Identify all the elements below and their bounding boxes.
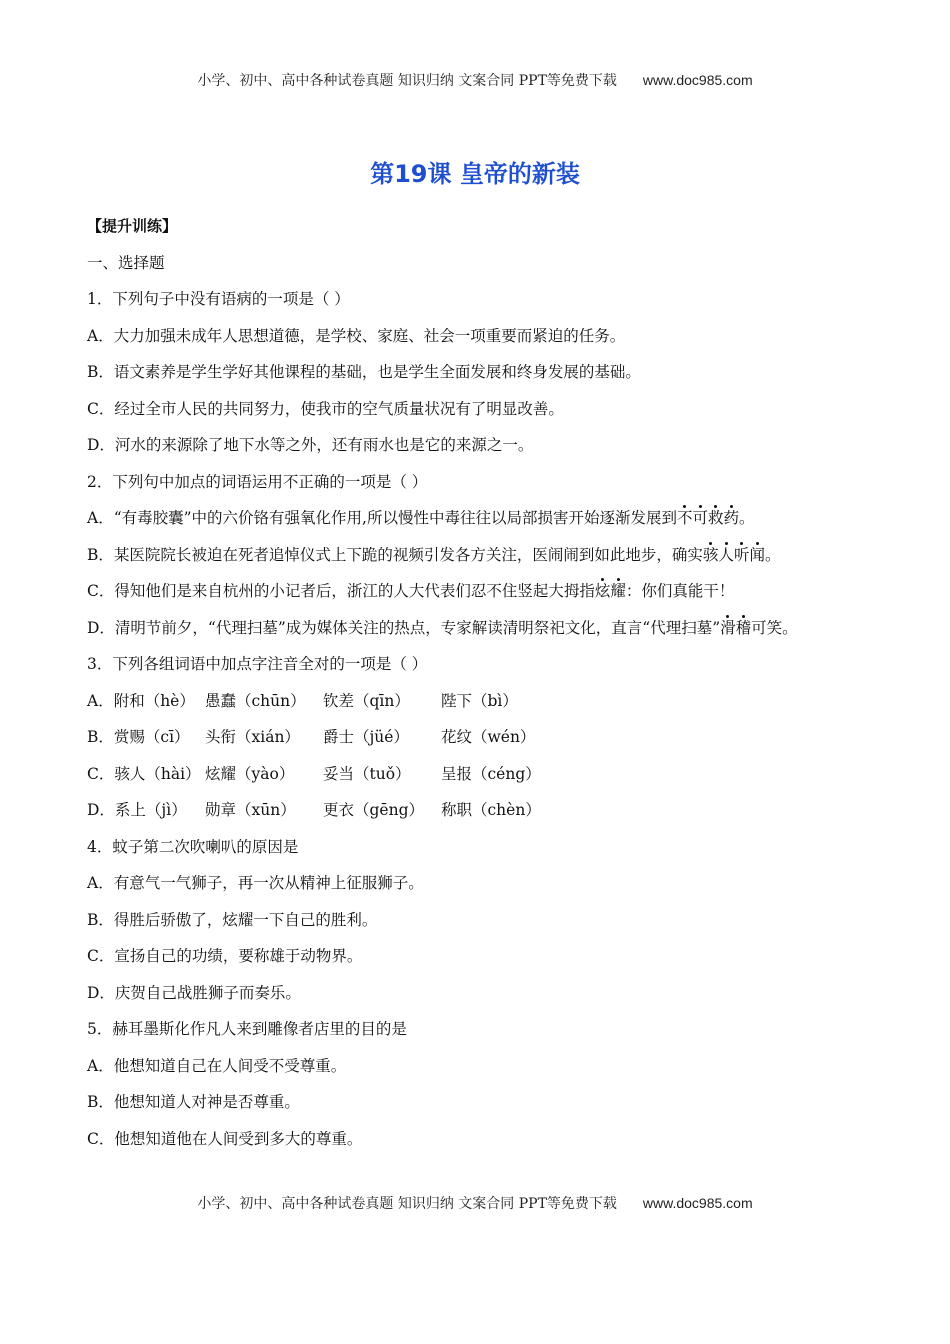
q3-option-b xyxy=(87,719,862,756)
q3-a-item: A．附和（hè） xyxy=(87,691,195,710)
q4-option-c: C．宣扬自己的功绩，要称雄于动物界。 xyxy=(87,947,363,965)
q1-option-d: D．河水的来源除了地下水等之外，还有雨水也是它的来源之一。 xyxy=(87,436,534,454)
header-text: 小学、初中、高中各种试卷真题 知识归纳 文案合同 PPT等免费下载 xyxy=(197,73,617,89)
q2-option-c xyxy=(87,573,862,610)
dotted-char: 人 xyxy=(718,537,734,574)
dotted-char: 骇 xyxy=(703,537,719,574)
q3-d-item: 勋章（xūn） xyxy=(205,801,296,819)
q2-c-tail: ：你们真能干！ xyxy=(625,582,735,600)
dotted-char: 救 xyxy=(708,500,724,537)
q4-option-b: B．得胜后骄傲了，炫耀一下自己的胜利。 xyxy=(87,910,378,929)
dotted-char: 稽 xyxy=(736,610,752,647)
dotted-char: 滑 xyxy=(720,610,736,647)
dotted-char: 听 xyxy=(734,537,750,574)
lesson-title: 第19课 皇帝的新装 xyxy=(370,160,580,188)
page-footer xyxy=(0,1193,950,1213)
part-heading: 一、选择题 xyxy=(87,253,165,272)
q3-d-item: D．系上（jì） xyxy=(87,801,187,819)
q2-a-dotted-word xyxy=(677,509,739,527)
q5-option-a: A．他想知道自己在人间受不受尊重。 xyxy=(87,1056,347,1075)
q2-d-dotted-word xyxy=(720,619,751,637)
q2-d-text: D．清明节前夕，“代理扫墓”成为媒体关注的热点，专家解读清明祭祀文化，直言“代理扫墓” xyxy=(87,618,721,637)
q3-b-item: B．赏赐（cī） xyxy=(87,728,190,746)
dotted-char: 不 xyxy=(677,500,693,537)
q5-stem: 5．赫耳墨斯化作凡人来到雕像者店里的目的是 xyxy=(87,1020,407,1038)
q2-b-dotted-word xyxy=(703,546,765,564)
q3-b-item: 爵士（jüé） xyxy=(323,728,409,746)
q3-c-item: C．骇人（hài） xyxy=(87,764,201,783)
q2-stem: 2．下列句中加点的词语运用不正确的一项是（ ） xyxy=(87,472,428,491)
q3-b-item: 花纹（wén） xyxy=(441,728,536,746)
q4-option-a: A．有意气一气狮子，再一次从精神上征服狮子。 xyxy=(87,874,424,892)
dotted-char: 炫 xyxy=(595,573,611,610)
dotted-char: 闻 xyxy=(749,537,765,574)
q2-a-text: A．“有毒胶囊”中的六价铬有强氧化作用,所以慢性中毒往往以局部损害开始逐渐发展到 xyxy=(87,509,677,527)
q3-b-item: 头衔（xián） xyxy=(205,728,300,746)
dotted-char: 可 xyxy=(693,500,709,537)
q3-c-item: 呈报（céng） xyxy=(441,764,541,783)
footer-text: 小学、初中、高中各种试卷真题 知识归纳 文案合同 PPT等免费下载 xyxy=(197,1196,617,1212)
q2-option-a xyxy=(87,500,862,537)
q3-a-item: 愚蠢（chūn） xyxy=(205,691,306,710)
q4-option-d: D．庆贺自己战胜狮子而奏乐。 xyxy=(87,983,301,1002)
q1-option-a: A．大力加强未成年人思想道德，是学校、家庭、社会一项重要而紧迫的任务。 xyxy=(87,326,626,345)
q2-option-d xyxy=(87,610,862,647)
page-header xyxy=(0,70,950,90)
dotted-char: 药 xyxy=(724,500,740,537)
q4-stem: 4．蚊子第二次吹喇叭的原因是 xyxy=(87,837,299,856)
q2-d-tail: 可笑。 xyxy=(751,618,798,637)
q5-option-b: B．他想知道人对神是否尊重。 xyxy=(87,1093,300,1111)
section-heading: 【提升训练】 xyxy=(87,217,178,235)
q2-a-tail: 。 xyxy=(739,509,755,527)
q3-c-item: 妥当（tuǒ） xyxy=(323,764,411,783)
q3-option-d xyxy=(87,792,862,829)
q1-option-b: B．语文素养是学生学好其他课程的基础，也是学生全面发展和终身发展的基础。 xyxy=(87,363,641,381)
q3-d-item: 称职（chèn） xyxy=(441,801,541,819)
q2-option-b xyxy=(87,537,862,574)
q2-b-tail: 。 xyxy=(764,545,781,564)
q3-d-item: 更衣（gēng） xyxy=(323,801,425,819)
document-body xyxy=(87,208,862,1157)
q2-c-text: C．得知他们是来自杭州的小记者后，浙江的人大代表们忍不住竖起大拇指 xyxy=(87,582,595,600)
header-site[interactable]: www.doc985.com xyxy=(642,72,753,88)
q3-option-c xyxy=(87,756,862,793)
q5-option-c: C．他想知道他在人间受到多大的尊重。 xyxy=(87,1129,363,1148)
q1-stem: 1．下列句子中没有语病的一项是（ ） xyxy=(87,290,350,308)
q2-b-text: B．某医院院长被迫在死者追悼仪式上下跪的视频引发各方关注，医闹闹到如此地步，确实 xyxy=(87,545,703,564)
q3-option-a xyxy=(87,683,862,720)
footer-site[interactable]: www.doc985.com xyxy=(642,1195,753,1211)
q3-a-item: 陛下（bì） xyxy=(441,691,518,710)
q3-c-item: 炫耀（yào） xyxy=(205,764,295,783)
q1-option-c: C．经过全市人民的共同努力，使我市的空气质量状况有了明显改善。 xyxy=(87,399,564,418)
dotted-char: 耀 xyxy=(610,573,626,610)
q3-a-item: 钦差（qīn） xyxy=(323,691,410,710)
q2-c-dotted-word xyxy=(595,582,626,600)
q3-stem: 3．下列各组词语中加点字注音全对的一项是（ ） xyxy=(87,655,428,673)
